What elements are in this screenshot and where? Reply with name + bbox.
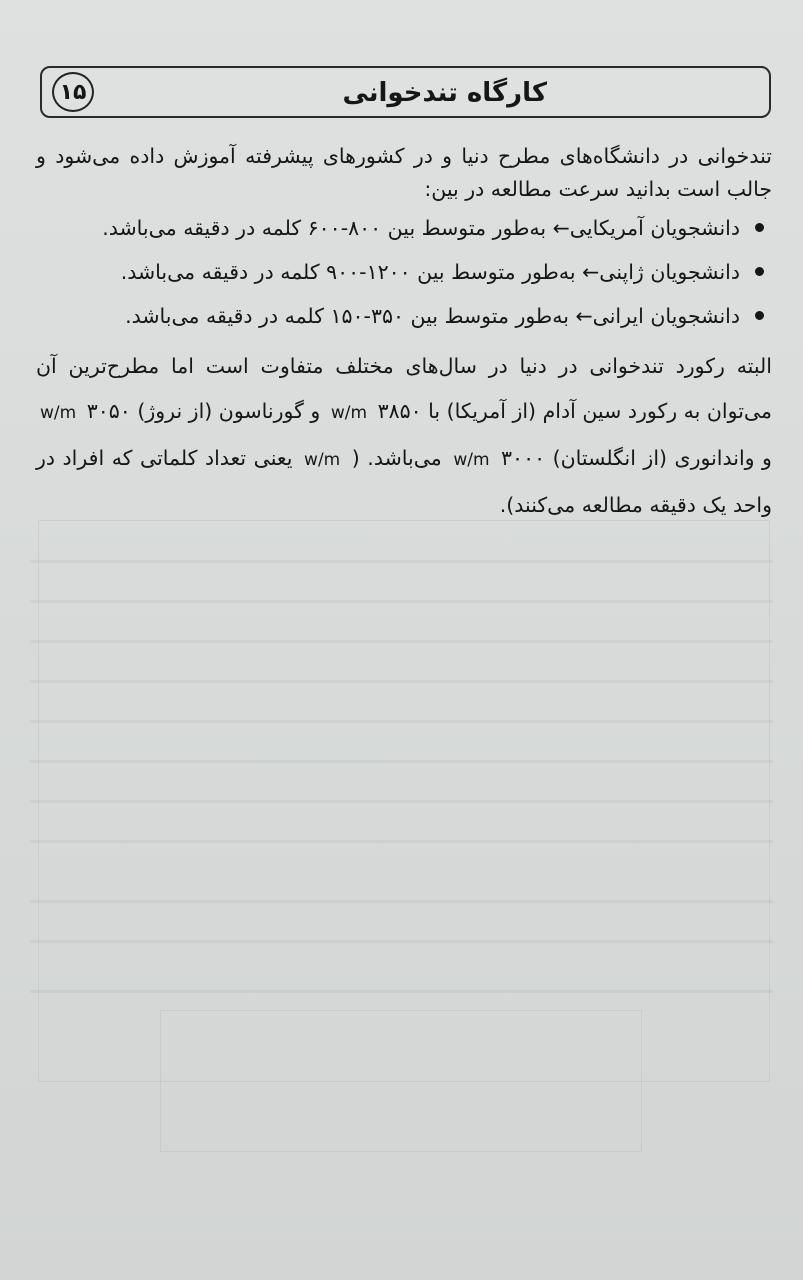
list-item-text: دانشجویان ژاپنی← به‌طور متوسط بین ۱۲۰۰-۹۰۰ کلمه در دقیقه می‌باشد. xyxy=(120,260,740,284)
list-item-text: دانشجویان ایرانی← به‌طور متوسط بین ۳۵۰-۱۵۰ کلمه در دقیقه می‌باشد. xyxy=(125,304,740,328)
unit-label: w/m xyxy=(304,450,341,470)
bleed-box xyxy=(38,520,770,1082)
record-text-4: می‌باشد. ( xyxy=(351,446,442,470)
page-number: ۱۵ xyxy=(52,72,94,112)
bullet-list xyxy=(36,206,772,338)
record-paragraph xyxy=(36,344,772,528)
list-item xyxy=(36,294,772,338)
intro-paragraph: تندخوانی در دانشگاه‌های مطرح دنیا و در کشورهای پیشرفته آموزش داده می‌شود و جالب است بدانید سرعت مطالعه در بین: xyxy=(36,144,772,201)
list-item-text: دانشجویان آمریکایی← به‌طور متوسط بین ۸۰۰-۶۰۰ کلمه در دقیقه می‌باشد. xyxy=(102,216,740,240)
record-text-2: و گورناسون (از نروژ) ۳۰۵۰ xyxy=(86,399,321,423)
bullet-icon xyxy=(755,223,764,232)
bullet-icon xyxy=(755,267,764,276)
bleed-box xyxy=(160,1010,642,1152)
bullet-icon xyxy=(755,311,764,320)
record-text-5: یعنی تعداد کلماتی که افراد در واحد یک دقیقه مطالعه می‌کنند). xyxy=(36,446,772,517)
chapter-title: کارگاه تندخوانی xyxy=(342,78,547,108)
main-content xyxy=(36,140,772,528)
unit-label: w/m xyxy=(40,403,77,423)
record-text-1: البته رکورد تندخوانی در دنیا در سال‌های مختلف متفاوت است اما مطرح‌ترین آن می‌توان به رکورد سین آدام (از آمریکا) با ۳۸۵۰ xyxy=(36,354,772,423)
record-text-3: و واندانوری (از انگلستان) ۳۰۰۰ xyxy=(501,446,772,470)
list-item xyxy=(36,206,772,250)
unit-label: w/m xyxy=(453,450,490,470)
unit-label: w/m xyxy=(330,403,368,423)
list-item xyxy=(36,250,772,294)
